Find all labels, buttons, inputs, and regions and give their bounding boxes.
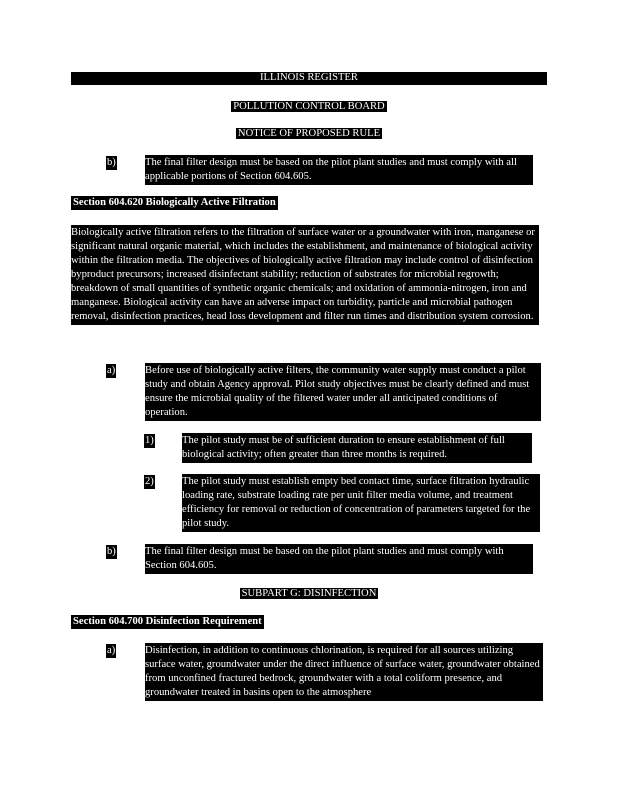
notice-title: NOTICE OF PROPOSED RULE [237,128,381,139]
sub-1-label: 1) [145,435,154,446]
register-title: ILLINOIS REGISTER [260,72,358,83]
item-b-text: The final filter design must be based on the pilot plant studies and must comply with Section 604.605. [145,544,533,574]
section-700-heading: Section 604.700 Disinfection Requirement [73,616,262,627]
section-620-heading: Section 604.620 Biologically Active Filtration [73,197,276,208]
item-a-text: Before use of biologically active filters, the community water supply must conduct a pilot study and obtain Agency approval. Pilot study objectives must be clearly defined and must ensure the microbial quality of the filtered water under all anticipated conditions of operation. [145,363,541,421]
item-a-label: a) [107,365,116,376]
disinfection-a-text: Disinfection, in addition to continuous chlorination, is required for all sources utilizing surface water, groundwater under the direct influence of surface water, groundwater obtained from unconfined fractured bedrock, groundwater with a total coliform presence, and groundwater treated in basins open to the atmosphere [145,643,543,701]
disinfection-a-label: a) [107,645,116,656]
board-title: POLLUTION CONTROL BOARD [233,101,385,112]
sub-1-text: The pilot study must be of sufficient duration to ensure establishment of full biological activity; often greater than three months is required. [182,433,532,463]
section-620-intro: Biologically active filtration refers to the filtration of surface water or a groundwater with iron, manganese or significant natural organic material, which includes the establishment, and maintenance of biological activity within the filtration media. The objectives of biologically active filtration may include control of disinfection byproduct precursors; increased disinfectant stability; reduction of substrates for microbial regrowth; breakdown of small quantities of synthetic organic chemicals; and oxidation of ammonia-nitrogen, iron and manganese. Biological activity can have an adverse impact on turbidity, particle and microbial pathogen removal, disinfection practices, head loss development and filter run times and distribution system corrosion. [71,225,539,325]
top-item-label: b) [107,157,116,168]
sub-2-label: 2) [145,476,154,487]
sub-2-text: The pilot study must establish empty bed contact time, surface filtration hydraulic loading rate, substrate loading rate per unit filter media volume, and treatment efficiency for removal or reduction of concentration of parameters targeted for the pilot study. [182,474,540,532]
item-b-label: b) [107,546,116,557]
subpart-g-title: SUBPART G: DISINFECTION [241,588,377,599]
top-item-text: The final filter design must be based on the pilot plant studies and must comply with all applicable portions of Section 604.605. [145,155,533,185]
